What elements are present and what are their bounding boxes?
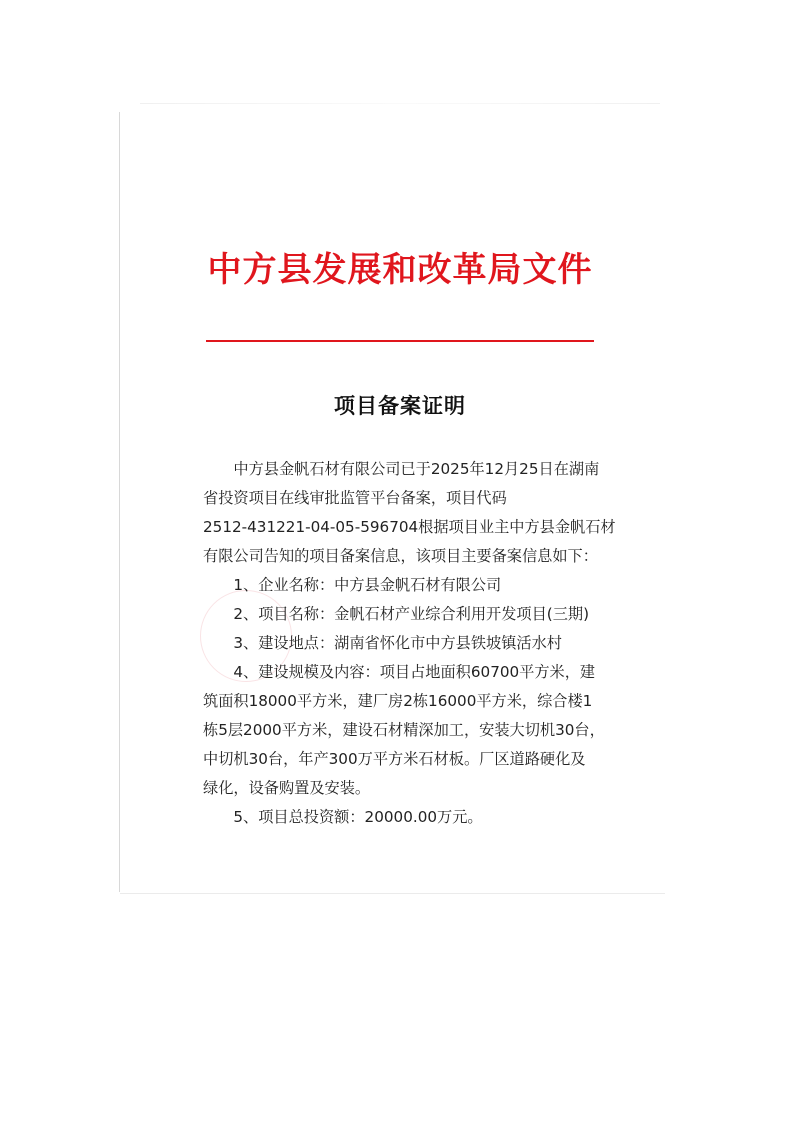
intro-paragraph xyxy=(203,455,616,571)
intro-line: 省投资项目在线审批监管平台备案，项目代码 xyxy=(203,489,507,507)
document-body xyxy=(203,455,616,832)
intro-line: 中方县金帆石材有限公司已于2025年12月25日在湖南 xyxy=(233,460,600,478)
intro-line: 有限公司告知的项目备案信息，该项目主要备案信息如下： xyxy=(203,547,598,565)
page-edge-left xyxy=(119,112,120,892)
info-item-company-name: 1、企业名称：中方县金帆石材有限公司 xyxy=(233,576,502,594)
info-item-scale xyxy=(203,658,603,803)
issuer-header-title: 中方县发展和改革局文件 xyxy=(207,250,593,290)
document-title: 项目备案证明 xyxy=(334,394,466,418)
info-item-location: 3、建设地点：湖南省怀化市中方县铁坡镇活水村 xyxy=(233,634,562,652)
info-item-investment: 5、项目总投资额：20000.00万元。 xyxy=(233,808,483,826)
scale-line: 4、建设规模及内容：项目占地面积60700平方米，建 xyxy=(233,663,596,681)
intro-line: 2512-431221-04-05-596704根据项目业主中方县金帆石材 xyxy=(203,518,616,536)
scale-line: 中切机30台，年产300万平方米石材板。厂区道路硬化及 xyxy=(203,750,586,768)
info-item-project-name: 2、项目名称：金帆石材产业综合利用开发项目(三期) xyxy=(233,605,590,623)
page-edge-bottom xyxy=(120,893,665,894)
scale-line: 栋5层2000平方米，建设石材精深加工，安装大切机30台， xyxy=(203,721,605,739)
scale-line: 绿化，设备购置及安装。 xyxy=(203,779,371,797)
red-divider-rule xyxy=(206,340,594,342)
scale-line: 筑面积18000平方米，建厂房2栋16000平方米，综合楼1 xyxy=(203,692,593,710)
page-edge-top xyxy=(140,103,660,104)
